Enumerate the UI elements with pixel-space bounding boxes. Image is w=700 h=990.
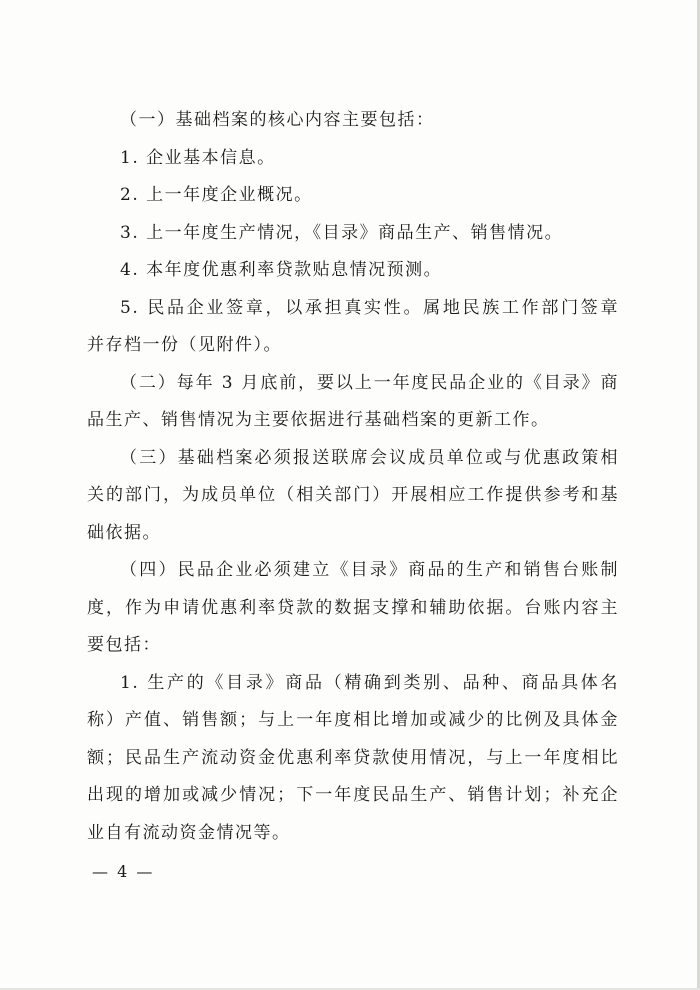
section-heading-1: （一）基础档案的核心内容主要包括： (120, 110, 435, 130)
paragraph-3: （三）基础档案必须报送联席会议成员单位或与优惠政策相 (120, 447, 619, 468)
list-item-3: 3. 上一年度生产情况，《目录》商品生产、销售情况。 (120, 222, 564, 243)
ledger-item-1-continued: 称）产值、销售额；与上一年度相比增加或减少的比例及具体金 (87, 710, 619, 730)
ledger-item-1-continued: 额；民品生产流动资金优惠利率贷款使用情况，与上一年度相比 (87, 747, 619, 768)
ledger-item-1: 1. 生产的《目录》商品（精确到类别、品种、商品具体名 (120, 672, 619, 693)
paragraph-2: （二）每年 3 月底前，要以上一年度民品企业的《目录》商 (120, 372, 619, 393)
document-body (87, 102, 619, 852)
list-item-2: 2. 上一年度企业概况。 (120, 185, 313, 205)
list-item-5-continued: 并存档一份（见附件）。 (87, 335, 282, 355)
ledger-item-1-continued: 出现的增加或减少情况；下一年度民品生产、销售计划；补充企 (87, 785, 619, 805)
paragraph-4-end: 要包括： (87, 635, 161, 655)
paragraph-2-continued: 品生产、销售情况为主要依据进行基础档案的更新工作。 (87, 410, 550, 430)
list-item-1: 1. 企业基本信息。 (120, 147, 276, 168)
ledger-item-1-end: 业自有流动资金情况等。 (87, 822, 291, 843)
paragraph-3-end: 础依据。 (87, 522, 161, 543)
paragraph-4: （四）民品企业必须建立《目录》商品的生产和销售台账制 (120, 560, 619, 580)
paragraph-4-continued: 度，作为申请优惠利率贷款的数据支撑和辅助依据。台账内容主 (87, 597, 619, 618)
list-item-5: 5. 民品企业签章，以承担真实性。属地民族工作部门签章 (120, 297, 619, 318)
paragraph-3-continued: 关的部门，为成员单位（相关部门）开展相应工作提供参考和基 (87, 485, 619, 505)
list-item-4: 4. 本年度优惠利率贷款贴息情况预测。 (120, 260, 443, 280)
page-number: — 4 — (92, 862, 155, 881)
